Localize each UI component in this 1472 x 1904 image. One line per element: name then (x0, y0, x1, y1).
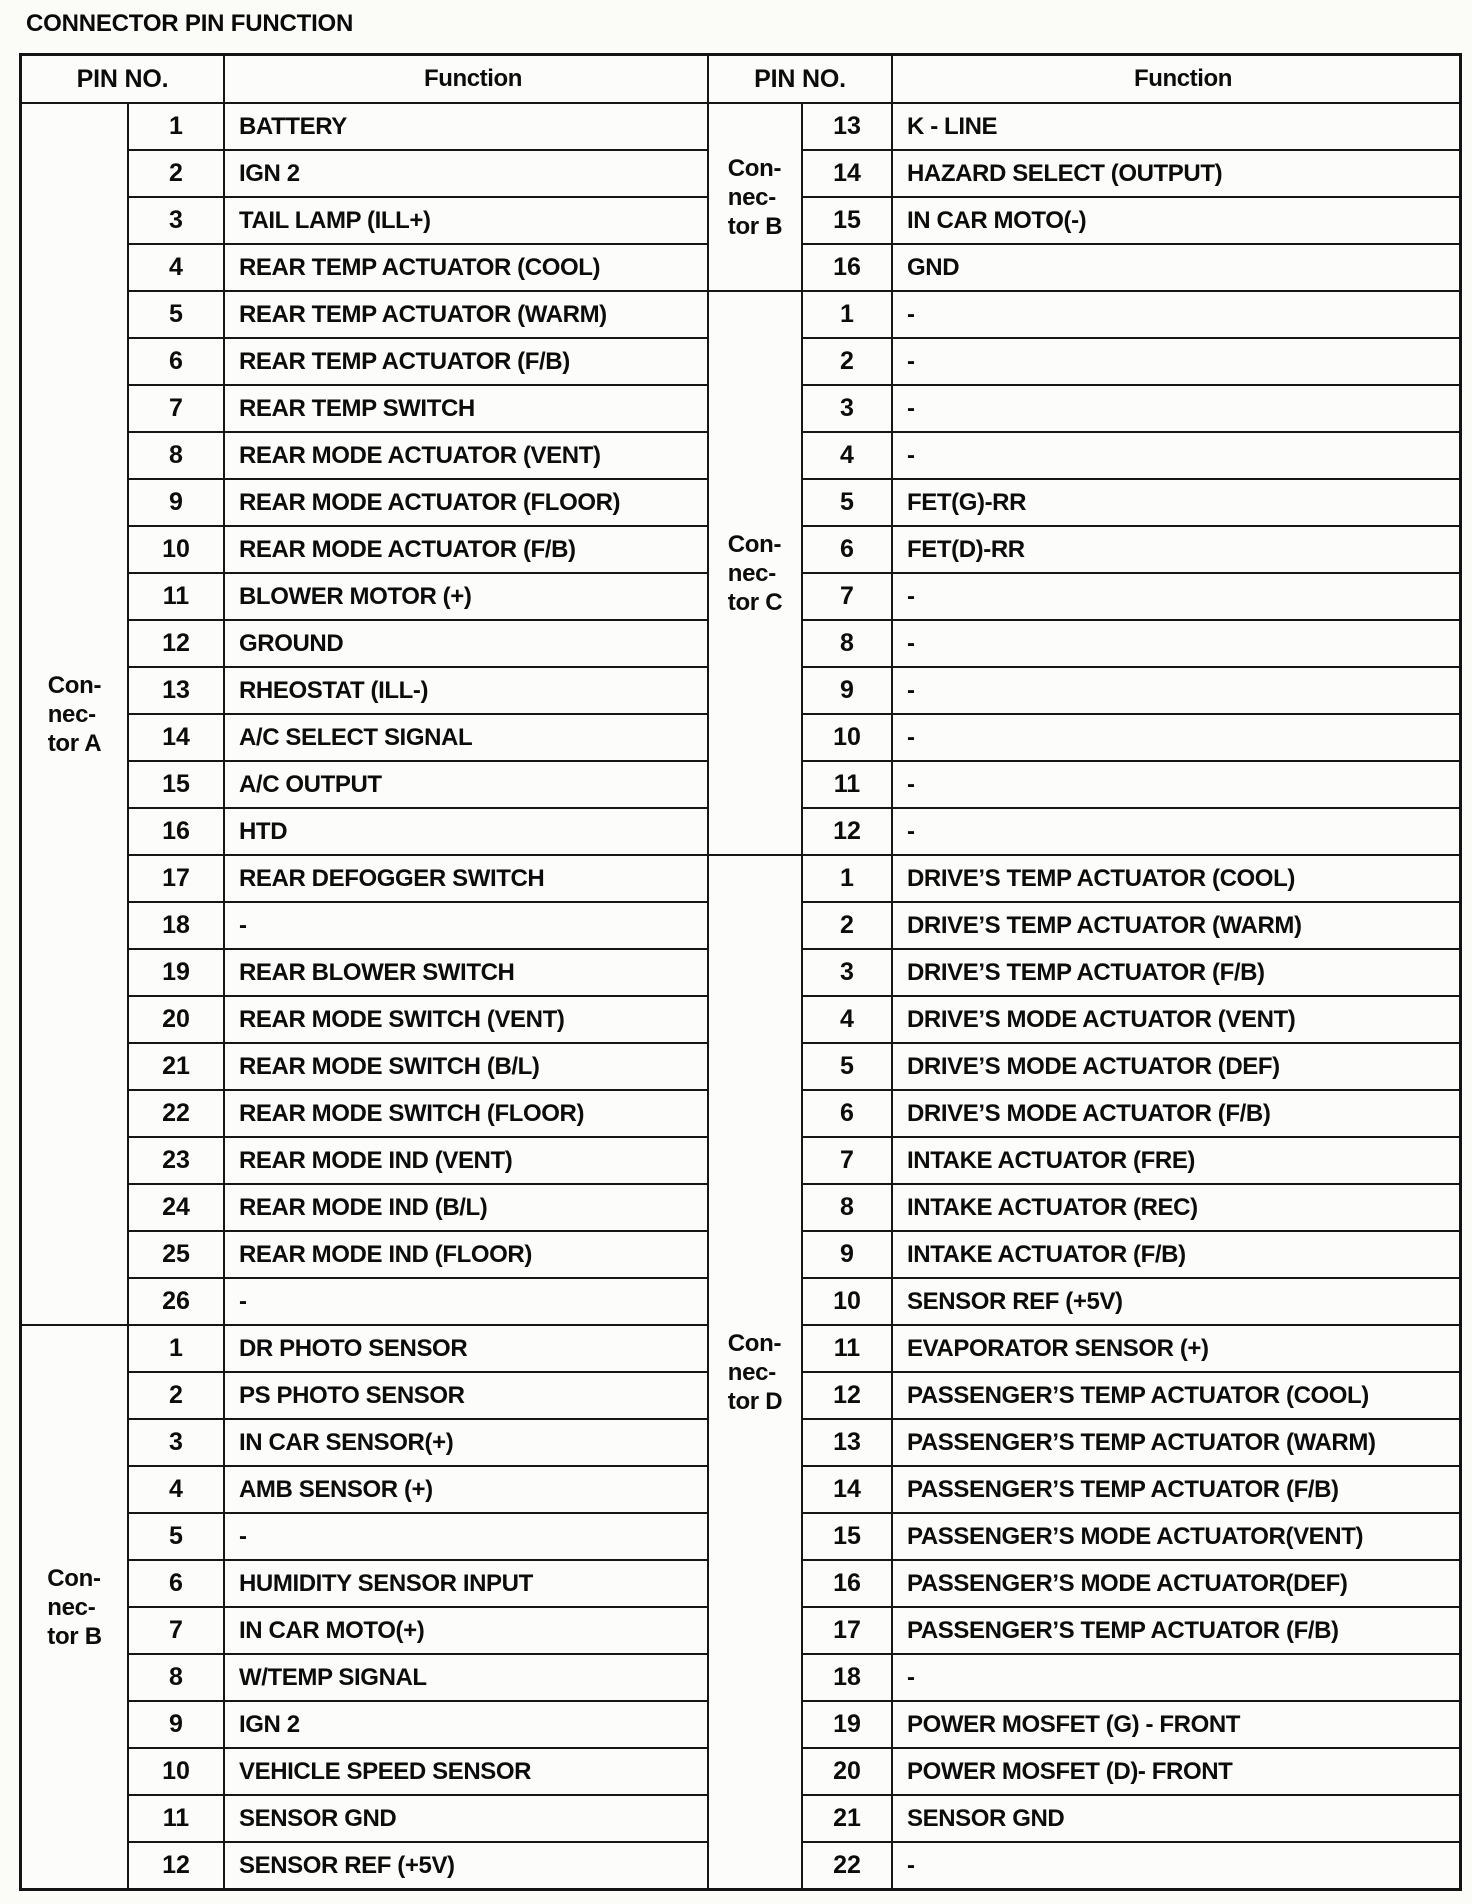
connector-label-line: tor A (47, 729, 102, 757)
connector-label-connector-b-right (709, 104, 801, 290)
pin-function-cell: HAZARD SELECT (OUTPUT) (893, 151, 1459, 196)
pin-number-cell: 2 (803, 339, 891, 384)
pin-function-cell: PS PHOTO SENSOR (225, 1373, 707, 1418)
pin-number-cell: 19 (129, 950, 223, 995)
page-title: CONNECTOR PIN FUNCTION (26, 10, 354, 37)
pin-function-cell: EVAPORATOR SENSOR (+) (893, 1326, 1459, 1371)
pin-number-cell: 22 (129, 1091, 223, 1136)
pin-function-cell: - (893, 433, 1459, 478)
connector-label-line: Con- (727, 1329, 782, 1357)
pin-function-cell: DRIVE’S TEMP ACTUATOR (WARM) (893, 903, 1459, 948)
connector-label-line: Con- (727, 154, 782, 182)
pin-function-cell: REAR BLOWER SWITCH (225, 950, 707, 995)
pin-number-cell: 20 (129, 997, 223, 1042)
pin-function-cell: FET(G)-RR (893, 480, 1459, 525)
pin-function-cell: REAR MODE SWITCH (B/L) (225, 1044, 707, 1089)
connector-label-connector-b-left (22, 1326, 127, 1888)
connector-label-line: tor D (727, 1387, 783, 1415)
pin-number-cell: 6 (803, 1091, 891, 1136)
pin-function-cell: REAR TEMP ACTUATOR (F/B) (225, 339, 707, 384)
pin-number-cell: 8 (129, 433, 223, 478)
pin-number-cell: 14 (803, 151, 891, 196)
pin-function-cell: - (225, 1514, 707, 1559)
pin-function-cell: - (893, 621, 1459, 666)
pin-number-cell: 9 (129, 1702, 223, 1747)
pin-number-cell: 9 (803, 668, 891, 713)
pin-function-cell: GND (893, 245, 1459, 290)
pin-function-cell: - (893, 668, 1459, 713)
pin-number-cell: 3 (803, 950, 891, 995)
connector-label-line: nec- (727, 559, 776, 587)
pin-function-cell: DRIVE’S TEMP ACTUATOR (F/B) (893, 950, 1459, 995)
connector-label-line: nec- (47, 700, 96, 728)
pin-function-cell: IGN 2 (225, 1702, 707, 1747)
pin-function-cell: REAR TEMP ACTUATOR (COOL) (225, 245, 707, 290)
pin-function-cell: HTD (225, 809, 707, 854)
pin-number-cell: 14 (803, 1467, 891, 1512)
pin-function-cell: - (893, 1843, 1459, 1888)
pin-number-cell: 15 (803, 1514, 891, 1559)
pin-number-cell: 23 (129, 1138, 223, 1183)
connector-label-text (728, 154, 783, 241)
pin-function-cell: INTAKE ACTUATOR (FRE) (893, 1138, 1459, 1183)
pin-function-cell: GROUND (225, 621, 707, 666)
pin-function-cell: SENSOR REF (+5V) (225, 1843, 707, 1888)
pin-function-cell: REAR MODE ACTUATOR (VENT) (225, 433, 707, 478)
column-header-function: Function (893, 56, 1459, 102)
pin-function-cell: - (225, 903, 707, 948)
table-left-half (22, 56, 707, 1888)
pin-function-cell: BLOWER MOTOR (+) (225, 574, 707, 619)
pin-function-cell: REAR TEMP SWITCH (225, 386, 707, 431)
pin-number-cell: 1 (803, 292, 891, 337)
pin-function-cell: IN CAR MOTO(+) (225, 1608, 707, 1653)
pin-number-cell: 1 (803, 856, 891, 901)
pin-function-cell: PASSENGER’S MODE ACTUATOR(VENT) (893, 1514, 1459, 1559)
pin-number-cell: 18 (803, 1655, 891, 1700)
pin-number-cell: 11 (129, 1796, 223, 1841)
pin-function-cell: SENSOR REF (+5V) (893, 1279, 1459, 1324)
pin-number-cell: 13 (803, 104, 891, 149)
pin-number-cell: 11 (803, 1326, 891, 1371)
pin-number-cell: 17 (129, 856, 223, 901)
pin-number-cell: 24 (129, 1185, 223, 1230)
connector-label-connector-c (709, 292, 801, 854)
pin-number-cell: 15 (129, 762, 223, 807)
pin-function-cell: K - LINE (893, 104, 1459, 149)
pin-number-cell: 11 (803, 762, 891, 807)
pin-function-cell: - (893, 574, 1459, 619)
pin-number-cell: 7 (803, 1138, 891, 1183)
pin-number-cell: 20 (803, 1749, 891, 1794)
pin-function-cell: REAR MODE IND (B/L) (225, 1185, 707, 1230)
pin-function-cell: - (893, 809, 1459, 854)
pin-number-cell: 10 (803, 1279, 891, 1324)
pin-number-cell: 4 (803, 997, 891, 1042)
pin-number-cell: 16 (803, 1561, 891, 1606)
pin-number-cell: 19 (803, 1702, 891, 1747)
pin-function-cell: FET(D)-RR (893, 527, 1459, 572)
pin-number-cell: 21 (129, 1044, 223, 1089)
pin-number-cell: 10 (129, 527, 223, 572)
pin-number-cell: 18 (129, 903, 223, 948)
pin-number-cell: 13 (129, 668, 223, 713)
pin-function-cell: - (893, 386, 1459, 431)
table-right-half (709, 56, 1459, 1888)
pin-function-cell: IGN 2 (225, 151, 707, 196)
pin-number-cell: 7 (129, 1608, 223, 1653)
pin-function-cell: REAR MODE IND (VENT) (225, 1138, 707, 1183)
connector-label-line: Con- (47, 1564, 101, 1592)
pin-number-cell: 5 (803, 1044, 891, 1089)
pin-number-cell: 25 (129, 1232, 223, 1277)
pin-function-cell: VEHICLE SPEED SENSOR (225, 1749, 707, 1794)
pin-number-cell: 26 (129, 1279, 223, 1324)
pin-function-cell: REAR DEFOGGER SWITCH (225, 856, 707, 901)
pin-number-cell: 6 (129, 339, 223, 384)
pin-number-cell: 16 (129, 809, 223, 854)
pin-function-cell: PASSENGER’S TEMP ACTUATOR (F/B) (893, 1467, 1459, 1512)
pin-function-cell: SENSOR GND (225, 1796, 707, 1841)
pin-function-cell: PASSENGER’S TEMP ACTUATOR (WARM) (893, 1420, 1459, 1465)
pin-function-cell: DRIVE’S TEMP ACTUATOR (COOL) (893, 856, 1459, 901)
column-header-pin-no: PIN NO. (22, 56, 223, 102)
pin-number-cell: 2 (129, 151, 223, 196)
pin-function-cell: - (893, 715, 1459, 760)
pin-number-cell: 4 (129, 245, 223, 290)
pin-function-cell: INTAKE ACTUATOR (REC) (893, 1185, 1459, 1230)
column-header-function: Function (225, 56, 707, 102)
pin-number-cell: 2 (129, 1373, 223, 1418)
pin-number-cell: 7 (803, 574, 891, 619)
pin-number-cell: 1 (129, 104, 223, 149)
pin-function-cell: REAR MODE SWITCH (FLOOR) (225, 1091, 707, 1136)
pin-function-cell: - (225, 1279, 707, 1324)
pin-number-cell: 22 (803, 1843, 891, 1888)
connector-label-line: Con- (47, 671, 102, 699)
pin-number-cell: 12 (803, 1373, 891, 1418)
pin-number-cell: 8 (803, 1185, 891, 1230)
pin-number-cell: 3 (129, 198, 223, 243)
pin-function-cell: PASSENGER’S TEMP ACTUATOR (F/B) (893, 1608, 1459, 1653)
pin-function-cell: DRIVE’S MODE ACTUATOR (DEF) (893, 1044, 1459, 1089)
pin-number-cell: 10 (803, 715, 891, 760)
pin-function-cell: TAIL LAMP (ILL+) (225, 198, 707, 243)
connector-label-text (47, 1564, 102, 1651)
pin-function-cell: REAR MODE IND (FLOOR) (225, 1232, 707, 1277)
connector-label-connector-a (22, 104, 127, 1324)
pin-number-cell: 15 (803, 198, 891, 243)
pin-number-cell: 16 (803, 245, 891, 290)
pin-number-cell: 8 (803, 621, 891, 666)
connector-label-line: tor B (47, 1622, 102, 1650)
pin-function-cell: W/TEMP SIGNAL (225, 1655, 707, 1700)
pin-number-cell: 5 (129, 1514, 223, 1559)
pin-number-cell: 6 (803, 527, 891, 572)
pin-function-cell: - (893, 292, 1459, 337)
pin-function-cell: IN CAR SENSOR(+) (225, 1420, 707, 1465)
connector-label-line: tor C (727, 588, 783, 616)
pin-number-cell: 6 (129, 1561, 223, 1606)
pin-number-cell: 21 (803, 1796, 891, 1841)
pin-function-cell: DRIVE’S MODE ACTUATOR (VENT) (893, 997, 1459, 1042)
pin-number-cell: 4 (803, 433, 891, 478)
pin-number-cell: 17 (803, 1608, 891, 1653)
pin-number-cell: 12 (129, 1843, 223, 1888)
pin-number-cell: 3 (803, 386, 891, 431)
pin-function-cell: - (893, 1655, 1459, 1700)
pin-function-cell: REAR TEMP ACTUATOR (WARM) (225, 292, 707, 337)
pin-function-cell: AMB SENSOR (+) (225, 1467, 707, 1512)
connector-label-line: Con- (727, 530, 782, 558)
connector-label-line: tor B (727, 212, 783, 240)
connector-label-line: nec- (727, 1358, 776, 1386)
pin-function-cell: PASSENGER’S MODE ACTUATOR(DEF) (893, 1561, 1459, 1606)
pin-function-cell: REAR MODE SWITCH (VENT) (225, 997, 707, 1042)
connector-label-connector-d (709, 856, 801, 1888)
pin-number-cell: 12 (129, 621, 223, 666)
pin-function-cell: - (893, 339, 1459, 384)
connector-label-text (728, 1329, 783, 1416)
connector-label-text (48, 671, 102, 758)
pin-function-cell: SENSOR GND (893, 1796, 1459, 1841)
pin-number-cell: 8 (129, 1655, 223, 1700)
pin-number-cell: 5 (129, 292, 223, 337)
pin-function-cell: DR PHOTO SENSOR (225, 1326, 707, 1371)
connector-label-line: nec- (727, 183, 776, 211)
pin-function-cell: PASSENGER’S TEMP ACTUATOR (COOL) (893, 1373, 1459, 1418)
pin-number-cell: 10 (129, 1749, 223, 1794)
pin-number-cell: 3 (129, 1420, 223, 1465)
pin-function-cell: DRIVE’S MODE ACTUATOR (F/B) (893, 1091, 1459, 1136)
pin-number-cell: 1 (129, 1326, 223, 1371)
pin-function-cell: RHEOSTAT (ILL-) (225, 668, 707, 713)
pin-number-cell: 4 (129, 1467, 223, 1512)
connector-label-text (728, 530, 783, 617)
connector-label-line: nec- (47, 1593, 96, 1621)
pin-function-cell: IN CAR MOTO(-) (893, 198, 1459, 243)
pin-function-cell: POWER MOSFET (G) - FRONT (893, 1702, 1459, 1747)
pin-function-cell: - (893, 762, 1459, 807)
pin-function-cell: A/C OUTPUT (225, 762, 707, 807)
pin-number-cell: 12 (803, 809, 891, 854)
pin-number-cell: 13 (803, 1420, 891, 1465)
pin-number-cell: 2 (803, 903, 891, 948)
connector-pin-function-table (19, 53, 1462, 1891)
pin-number-cell: 9 (129, 480, 223, 525)
pin-number-cell: 9 (803, 1232, 891, 1277)
pin-function-cell: HUMIDITY SENSOR INPUT (225, 1561, 707, 1606)
pin-function-cell: A/C SELECT SIGNAL (225, 715, 707, 760)
pin-function-cell: REAR MODE ACTUATOR (F/B) (225, 527, 707, 572)
pin-function-cell: REAR MODE ACTUATOR (FLOOR) (225, 480, 707, 525)
pin-number-cell: 7 (129, 386, 223, 431)
pin-number-cell: 11 (129, 574, 223, 619)
pin-function-cell: POWER MOSFET (D)- FRONT (893, 1749, 1459, 1794)
column-header-pin-no: PIN NO. (709, 56, 891, 102)
pin-number-cell: 14 (129, 715, 223, 760)
pin-function-cell: BATTERY (225, 104, 707, 149)
pin-number-cell: 5 (803, 480, 891, 525)
pin-function-cell: INTAKE ACTUATOR (F/B) (893, 1232, 1459, 1277)
